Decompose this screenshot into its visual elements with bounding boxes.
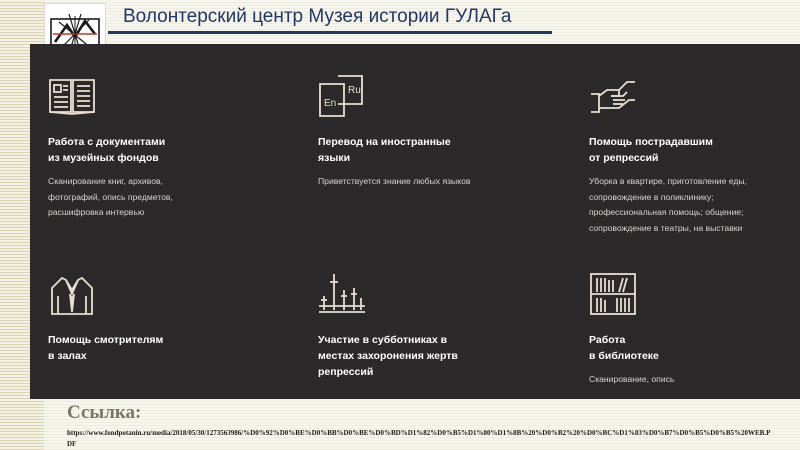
card-title: Помощь смотрителям в залах xyxy=(48,334,164,362)
museum-attendant-icon xyxy=(48,272,96,316)
card-description: Уборка в квартире, приготовление еды, сопровождение в поликлинику; профессиональная помощь; общение; сопровождение в театры, на выставки xyxy=(589,176,747,233)
card-description: Сканирование, опись xyxy=(589,374,675,384)
card-description: Приветствуется знание любых языков xyxy=(318,176,471,186)
card-title: Помощь пострадавшим от репрессий xyxy=(589,136,713,164)
link-label: Ссылка: xyxy=(67,402,142,423)
memorial-burial-site-icon xyxy=(318,272,366,316)
card-title: Работа в библиотеке xyxy=(589,334,659,362)
source-link[interactable]: https://www.fondpotanin.ru/media/2018/05/30/1273563986/%D0%92%D0%BE%D0%BB%D0%BE%D0%BD%D1%82%D0%B5%D1%80%D1%8B%20%D0%B2%20%D0%BC%D1%83%D0%B7%D0%B5%D0%B5%20WEB.PDF xyxy=(67,429,771,448)
card-title: Перевод на иностранные языки xyxy=(318,136,451,164)
document-book-icon xyxy=(48,74,96,118)
card-description: Сканирование книг, архивов, фотографий, опись предметов, расшифровка интервью xyxy=(48,176,173,217)
page-title: Волонтерский центр Музея истории ГУЛАГа xyxy=(123,6,512,27)
volunteer-activities-panel xyxy=(30,44,800,399)
card-title: Работа с документами из музейных фондов xyxy=(48,136,166,164)
card-title: Участие в субботниках в местах захоронения жертв репрессий xyxy=(318,334,458,378)
helping-hand-icon xyxy=(589,74,637,118)
translation-en-ru-icon xyxy=(318,74,366,118)
translation-icon-ru-text: Ru xyxy=(348,85,361,96)
library-bookshelf-icon xyxy=(589,272,637,316)
translation-icon-en-text: En xyxy=(324,98,337,109)
title-underline xyxy=(108,31,552,34)
